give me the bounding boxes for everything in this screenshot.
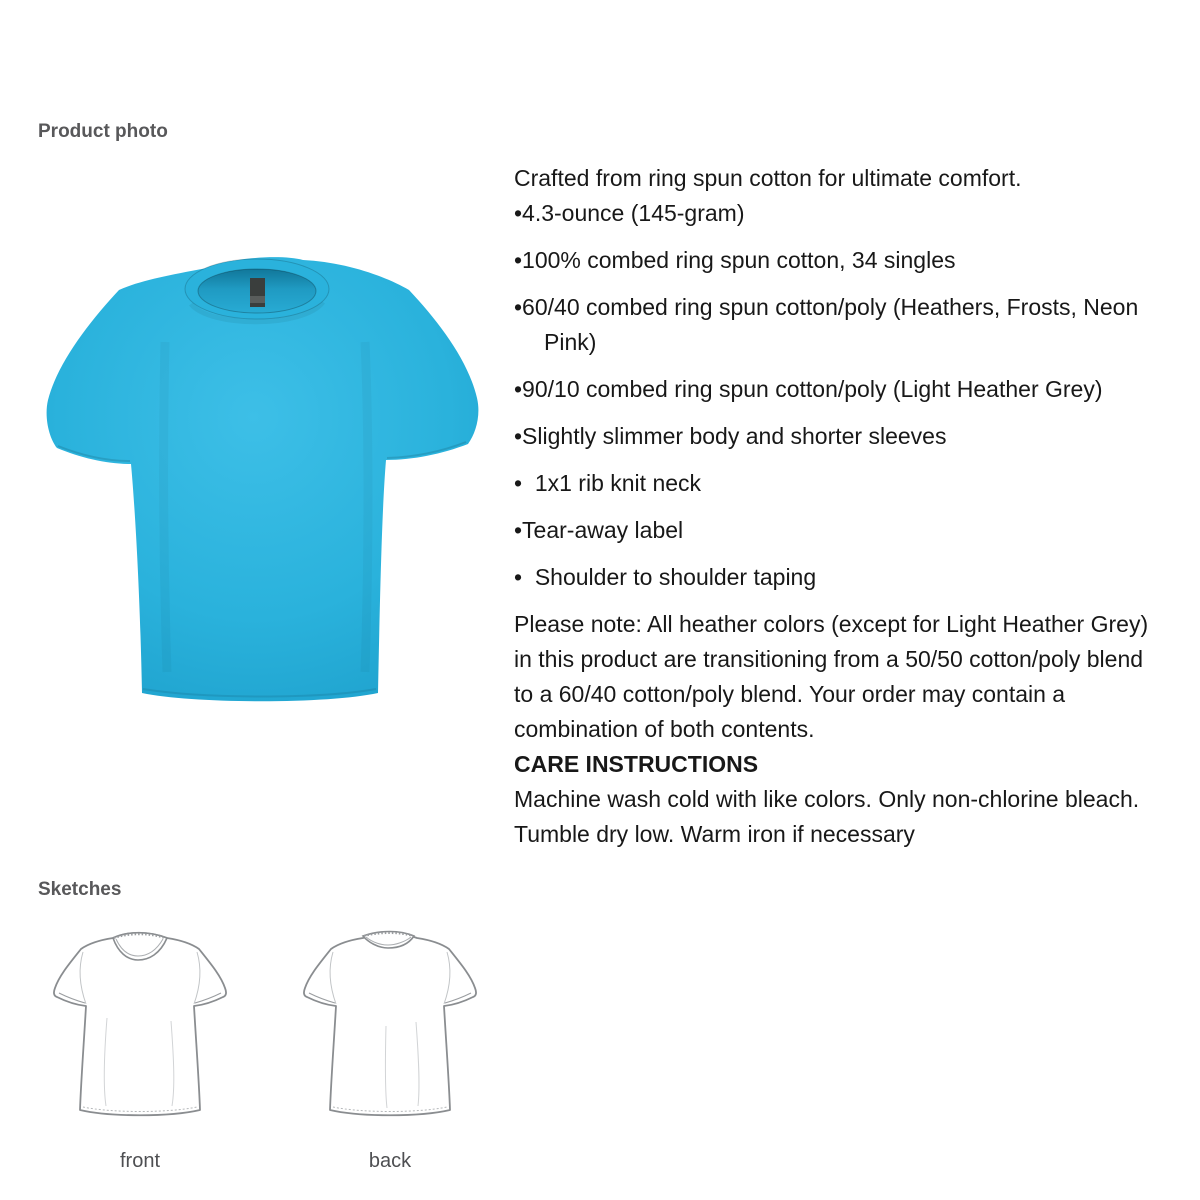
neck-label-print (250, 296, 265, 303)
note-block (514, 607, 1164, 852)
description-intro: Crafted from ring spun cotton for ultimate comfort. (514, 165, 1022, 191)
description-bullet: •100% combed ring spun cotton, 34 singles (514, 247, 956, 273)
description-bullet: •Tear-away label (514, 517, 684, 543)
description-bullet: •4.3-ounce (145-gram) (514, 200, 745, 226)
bullet-list (514, 196, 1164, 595)
description-bullet: • 1x1 rib knit neck (514, 470, 702, 496)
product-description (514, 161, 1164, 852)
description-bullet: •60/40 combed ring spun cotton/poly (Heathers, Frosts, Neon Pink) (514, 294, 1145, 355)
front-sketch-image (50, 926, 230, 1128)
back-sketch-image (300, 926, 480, 1128)
back-sketch-label: back (368, 1150, 412, 1172)
product-photo-image (45, 252, 485, 717)
care-instructions-heading: CARE INSTRUCTIONS (514, 751, 759, 777)
body-fold-left (164, 342, 167, 672)
body-fold-right (365, 342, 368, 672)
front-sketch-label: front (119, 1150, 161, 1172)
description-bullet: •90/10 combed ring spun cotton/poly (Light Heather Grey) (514, 376, 1103, 402)
product-photo-heading: Product photo (38, 121, 168, 142)
sketch-outline (304, 933, 476, 1116)
description-bullet: •Slightly slimmer body and shorter sleeves (514, 423, 947, 449)
transition-note: Please note: All heather colors (except for Light Heather Grey) in this product are transitioning from a 50/50 cotton/poly blend to a 60/40 cotton/poly blend. Your order may contain a combination of both contents. (514, 611, 1149, 742)
sketches-heading: Sketches (38, 879, 122, 900)
description-bullet: • Shoulder to shoulder taping (514, 564, 817, 590)
care-instructions-text: Machine wash cold with like colors. Only non-chlorine bleach. Tumble dry low. Warm iron if necessary (514, 786, 1140, 847)
